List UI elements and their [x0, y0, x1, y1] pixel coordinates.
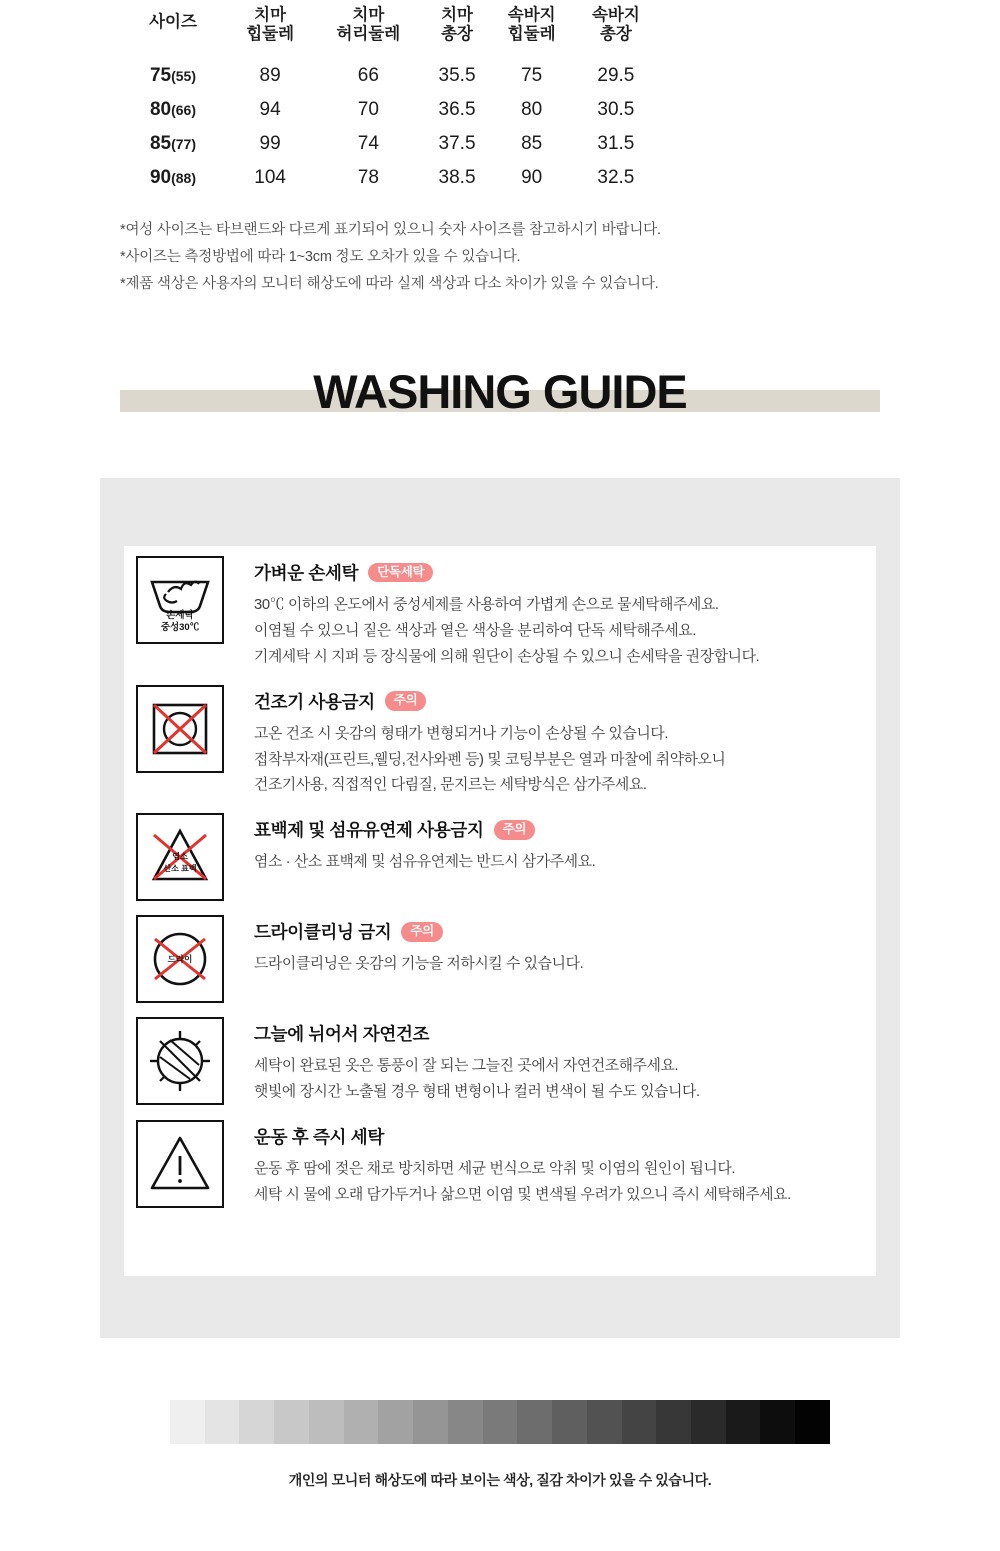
color-swatch-16 — [726, 1400, 761, 1444]
cell-inner-hip: 75 — [521, 64, 543, 86]
table-row — [118, 127, 658, 161]
size-alt: (66) — [171, 101, 197, 118]
hand-wash-icon-label-2: 중성30℃ — [160, 621, 200, 633]
size-table-header-inner-length: 속바지 총장 — [591, 6, 640, 44]
item-description — [254, 1157, 791, 1209]
size-alt: (88) — [171, 169, 197, 186]
cell-skirt-length: 35.5 — [438, 64, 476, 86]
hand-wash-icon-label-1: 손세탁 — [166, 610, 194, 621]
color-swatch-6 — [378, 1400, 413, 1444]
color-swatch-17 — [760, 1400, 795, 1444]
item-description — [254, 722, 726, 800]
item-description — [254, 850, 595, 876]
washing-guide-title-section — [0, 362, 1000, 422]
table-row — [118, 161, 658, 195]
no-tumble-dry-icon — [136, 685, 224, 773]
warning-triangle-icon — [136, 1120, 224, 1208]
size-alt: (55) — [171, 67, 197, 84]
cell-skirt-hip: 104 — [254, 166, 286, 188]
size-table — [118, 2, 658, 195]
no-bleach-icon — [136, 813, 224, 901]
desc-line: 세탁 시 물에 오래 담가두거나 삶으면 이염 및 변색될 우려가 있으니 즉시 세탁해주세요. — [254, 1187, 791, 1204]
desc-line: 드라이클리닝은 옷감의 기능을 저하시킬 수 있습니다. — [254, 956, 584, 973]
status-badge: 주의 — [385, 691, 427, 711]
size-table-header-inner-hip: 속바지 힙둘레 — [507, 6, 556, 44]
color-swatch-13 — [622, 1400, 657, 1444]
item-title: 그늘에 뉘어서 자연건조 — [254, 1024, 430, 1045]
list-item-head — [254, 1124, 791, 1149]
shade-dry-icon — [136, 1017, 224, 1105]
item-description — [254, 1054, 700, 1106]
size-note-2: *사이즈는 측정방법에 따라 1~3cm 정도 오차가 있을 수 있습니다. — [120, 248, 521, 265]
color-swatch-7 — [413, 1400, 448, 1444]
size-note-3: *제품 색상은 사용자의 모니터 해상도에 따라 실제 색상과 다소 차이가 있을 수 있습니다. — [120, 275, 659, 292]
size-table-header-size: 사이즈 — [149, 12, 197, 31]
list-item — [136, 1017, 876, 1106]
cell-inner-length: 31.5 — [597, 132, 635, 154]
list-item-text — [254, 813, 595, 876]
size-label — [118, 161, 228, 195]
cell-skirt-waist: 66 — [357, 64, 379, 86]
status-badge: 주의 — [401, 922, 443, 942]
list-item — [136, 915, 876, 1003]
size-label — [118, 59, 228, 93]
color-swatch-12 — [587, 1400, 622, 1444]
cell-skirt-hip: 99 — [259, 132, 281, 154]
cell-inner-hip: 90 — [521, 166, 543, 188]
desc-line: 30℃ 이하의 온도에서 중성세제를 사용하여 가볍게 손으로 물세탁해주세요. — [254, 597, 719, 613]
warning-triangle-glyph — [138, 1122, 222, 1206]
list-item-head — [254, 1021, 700, 1046]
no-bleach-icon-label-2: 산소 표백 — [163, 863, 197, 873]
size-number: 90 — [149, 166, 172, 188]
table-row — [118, 59, 658, 93]
color-swatch-18 — [795, 1400, 830, 1444]
size-table-body — [118, 59, 658, 195]
cell-skirt-length: 37.5 — [438, 132, 476, 154]
item-description — [254, 593, 759, 671]
desc-line: 염소 · 산소 표백제 및 섬유유연제는 반드시 삼가주세요. — [254, 854, 596, 871]
color-swatch-5 — [344, 1400, 379, 1444]
hand-wash-icon — [136, 556, 224, 644]
cell-skirt-hip: 89 — [259, 64, 281, 86]
desc-line: 건조기사용, 직접적인 다림질, 문지르는 세탁방식은 삼가주세요. — [254, 777, 647, 794]
washing-guide-list — [136, 556, 876, 1223]
size-label — [118, 127, 228, 161]
color-swatch-0 — [170, 1400, 205, 1444]
item-title: 표백제 및 섬유유연제 사용금지 — [254, 820, 484, 841]
list-item-text — [254, 915, 583, 978]
color-strip-caption: 개인의 모니터 해상도에 따라 보이는 색상, 질감 차이가 있을 수 있습니다. — [288, 1472, 712, 1488]
color-swatch-1 — [205, 1400, 240, 1444]
size-alt: (77) — [171, 135, 197, 152]
item-title: 가벼운 손세탁 — [254, 563, 359, 583]
size-table-header-skirt-length: 치마 총장 — [441, 6, 473, 44]
color-swatch-9 — [483, 1400, 518, 1444]
cell-inner-length: 32.5 — [597, 166, 635, 188]
list-item-text — [254, 1120, 791, 1209]
size-table-section — [0, 0, 1000, 297]
desc-line: 기계세탁 시 지퍼 등 장식물에 의해 원단이 손상될 수 있으니 손세탁을 권장합니다. — [254, 648, 760, 665]
color-strip-section — [0, 1400, 1000, 1490]
size-number: 85 — [149, 132, 172, 154]
size-notes — [120, 217, 1000, 297]
list-item-text — [254, 556, 759, 671]
color-swatch-3 — [274, 1400, 309, 1444]
no-bleach-icon-label-1: 염소 — [172, 852, 188, 862]
shade-dry-glyph — [138, 1019, 222, 1103]
table-row — [118, 93, 658, 127]
color-swatch-2 — [239, 1400, 274, 1444]
cell-skirt-waist: 74 — [357, 132, 379, 154]
color-swatch-15 — [691, 1400, 726, 1444]
cell-inner-hip: 80 — [521, 98, 543, 120]
size-table-header-skirt-waist: 치마 허리둘레 — [336, 6, 401, 44]
size-table-header-skirt-hip: 치마 힙둘레 — [246, 6, 295, 44]
color-gradient-strip — [170, 1400, 830, 1444]
list-item-head — [254, 689, 726, 714]
list-item — [136, 685, 876, 800]
size-number: 80 — [149, 98, 172, 120]
no-dry-clean-icon — [136, 915, 224, 1003]
list-item-head — [254, 560, 759, 585]
list-item-head — [254, 919, 583, 944]
list-item — [136, 1120, 876, 1209]
color-swatch-10 — [517, 1400, 552, 1444]
size-table-head — [118, 2, 658, 59]
status-badge: 주의 — [494, 820, 536, 840]
size-number: 75 — [149, 64, 172, 86]
desc-line: 햇빛에 장시간 노출될 경우 형태 변형이나 컬러 변색이 될 수도 있습니다. — [254, 1084, 700, 1101]
list-item-text — [254, 685, 726, 800]
list-item — [136, 556, 876, 671]
color-swatch-14 — [656, 1400, 691, 1444]
size-note-1: *여성 사이즈는 타브랜드와 다르게 표기되어 있으니 숫자 사이즈를 참고하시기 바랍니다. — [120, 221, 661, 238]
desc-line: 운동 후 땀에 젖은 채로 방치하면 세균 번식으로 악취 및 이염의 원인이 됩니다. — [254, 1161, 736, 1178]
list-item — [136, 813, 876, 901]
desc-line: 이염될 수 있으니 짙은 색상과 옅은 색상을 분리하여 단독 세탁해주세요. — [254, 622, 696, 639]
desc-line: 고온 건조 시 옷감의 형태가 변형되거나 기능이 손상될 수 있습니다. — [254, 725, 669, 742]
desc-line: 접착부자재(프린트,웰딩,전사와펜 등) 및 코팅부분은 열과 마찰에 취약하오니 — [254, 751, 726, 768]
size-table-header-row — [118, 2, 658, 59]
desc-line: 세탁이 완료된 옷은 통풍이 잘 되는 그늘진 곳에서 자연건조해주세요. — [254, 1058, 679, 1075]
cell-skirt-length: 38.5 — [438, 166, 476, 188]
list-item-text — [254, 1017, 700, 1106]
color-swatch-11 — [552, 1400, 587, 1444]
item-description — [254, 952, 583, 978]
color-swatch-4 — [309, 1400, 344, 1444]
cell-skirt-waist: 78 — [357, 166, 379, 188]
cell-inner-length: 30.5 — [597, 98, 635, 120]
no-dry-clean-icon-label: 드라이 — [167, 954, 193, 965]
list-item-head — [254, 817, 595, 842]
size-label — [118, 93, 228, 127]
color-swatch-8 — [448, 1400, 483, 1444]
item-title: 건조기 사용금지 — [254, 691, 375, 712]
cell-skirt-waist: 70 — [357, 98, 379, 120]
cell-inner-length: 29.5 — [597, 64, 635, 86]
cell-skirt-hip: 94 — [259, 98, 281, 120]
page-title: WASHING GUIDE — [313, 365, 687, 418]
status-badge: 단독세탁 — [368, 563, 433, 583]
cell-inner-hip: 85 — [521, 132, 543, 154]
no-tumble-dry-glyph — [138, 687, 222, 771]
item-title: 운동 후 즉시 세탁 — [254, 1127, 384, 1148]
item-title: 드라이클리닝 금지 — [254, 922, 392, 943]
cell-skirt-length: 36.5 — [438, 98, 476, 120]
